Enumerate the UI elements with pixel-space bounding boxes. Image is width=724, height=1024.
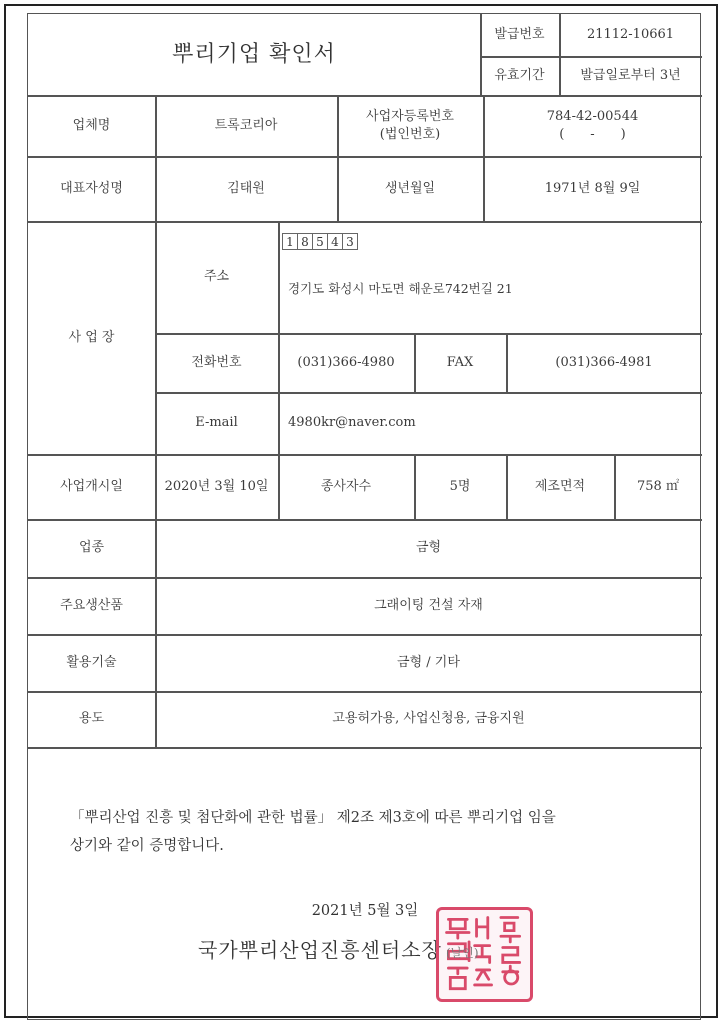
issuer-name: 국가뿌리산업진흥센터소장 <box>198 938 442 962</box>
postal-digit: 1 <box>282 233 298 250</box>
fax-label: FAX <box>446 354 474 370</box>
company-name-value: 트록코리아 <box>214 117 278 133</box>
issue-number-label: 발급번호 <box>494 27 545 43</box>
postal-digit: 8 <box>297 233 313 250</box>
business-registration-label <box>337 95 483 156</box>
usage-label: 용도 <box>78 711 105 727</box>
seal-mark: (날인) <box>446 946 479 960</box>
ceo-name-label: 대표자성명 <box>60 180 123 196</box>
start-date-label: 사업개시일 <box>60 478 123 494</box>
email-label: E-mail <box>195 415 238 431</box>
address-value: 경기도 화성시 마도면 해운로742번길 21 <box>288 280 513 296</box>
industry-label: 업종 <box>78 540 105 556</box>
area-value: 758 ㎡ <box>637 478 679 494</box>
ceo-name-value: 김태원 <box>227 180 265 196</box>
fax-value: (031)366-4981 <box>555 354 653 370</box>
phone-value: (031)366-4980 <box>297 354 395 370</box>
area-label: 제조면적 <box>534 478 586 494</box>
main-product-value: 그래이팅 건설 자재 <box>374 597 483 613</box>
industry-value: 금형 <box>415 540 442 556</box>
issue-number-value: 21112-10661 <box>586 27 675 43</box>
rule <box>28 747 702 749</box>
employees-value: 5명 <box>449 478 471 494</box>
main-product-label: 주요생산품 <box>60 597 123 613</box>
validity-label: 유효기간 <box>494 67 545 83</box>
postal-digit: 4 <box>327 233 343 250</box>
address-label: 주소 <box>203 269 230 285</box>
start-date-value: 2020년 3월 10일 <box>164 478 269 494</box>
statement-line-1: 「뿌리산업 진흥 및 첨단화에 관한 법률」 제2조 제3호에 따른 뿌리기업 임을 <box>70 810 556 826</box>
business-registration-value <box>483 95 702 156</box>
phone-label: 전화번호 <box>191 354 242 370</box>
document-title: 뿌리기업 확인서 <box>172 41 336 67</box>
certification-statement <box>70 804 690 860</box>
postal-digit: 3 <box>342 233 358 250</box>
certificate-document <box>27 13 701 1020</box>
usage-value: 고용허가용, 사업신청용, 금융지원 <box>332 711 525 727</box>
employees-label: 종사자수 <box>320 478 372 494</box>
brn-value: 784-42-00544 <box>546 108 639 124</box>
statement-line-2: 상기와 같이 증명합니다. <box>70 838 224 854</box>
validity-value: 발급일로부터 3년 <box>580 67 681 83</box>
email-value: 4980kr@naver.com <box>288 415 416 431</box>
workplace-label: 사 업 장 <box>68 329 115 345</box>
birth-date-label: 생년월일 <box>384 180 436 196</box>
postal-digit: 5 <box>312 233 328 250</box>
birth-date-value: 1971년 8월 9일 <box>544 180 641 196</box>
company-name-label: 업체명 <box>72 117 111 133</box>
issue-date: 2021년 5월 3일 <box>311 903 419 919</box>
technology-label: 활용기술 <box>66 654 117 670</box>
technology-value: 금형 / 기타 <box>397 654 460 670</box>
brn-label: 사업자등록번호 <box>366 108 454 124</box>
corporate-number-label: (법인번호) <box>379 126 441 142</box>
postal-code-boxes <box>282 233 357 250</box>
corporate-number-value: ( - ) <box>559 126 626 142</box>
